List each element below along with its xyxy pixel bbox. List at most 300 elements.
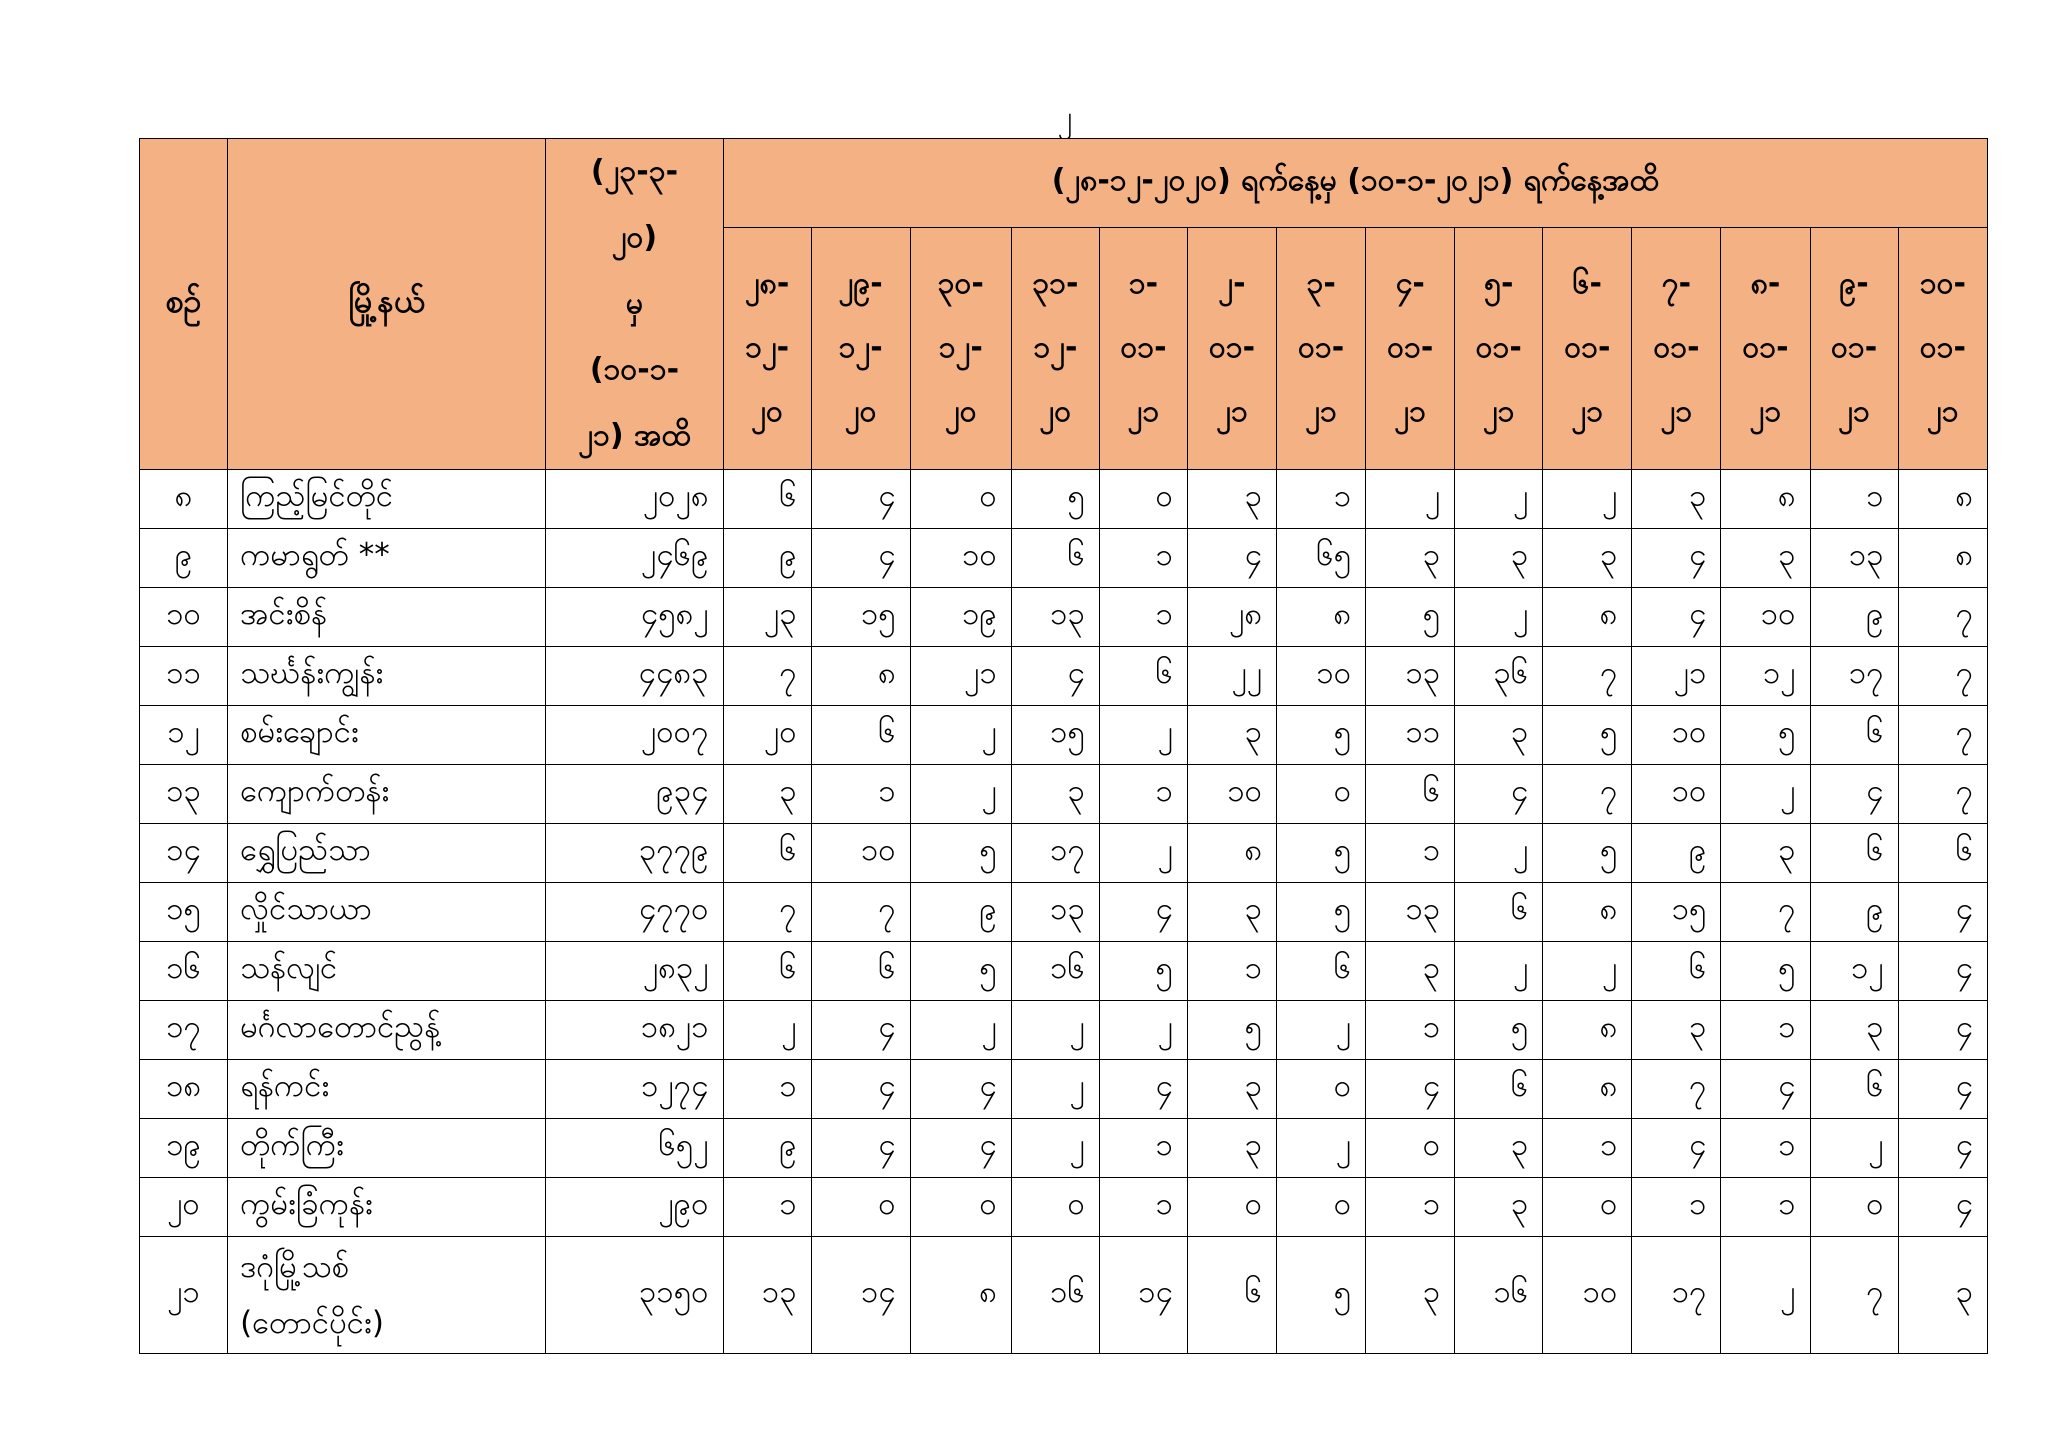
daily-value-cell: ၁၃ — [1011, 588, 1099, 647]
total-header-line: မှ — [625, 286, 644, 321]
daily-value-cell: ၇ — [1721, 883, 1810, 942]
date-part: ၀၁- — [1653, 330, 1700, 366]
table-row — [140, 1237, 1988, 1354]
date-part: ၂၁ — [1482, 394, 1515, 430]
total-header-line: (၁၀-၁- — [589, 352, 680, 387]
township-cell: သင်္ဃန်းကျွန်း — [228, 647, 546, 706]
serial-cell: ၂၁ — [140, 1237, 228, 1354]
daily-value-cell: ၅ — [1011, 470, 1099, 529]
daily-value-cell: ၄ — [811, 1119, 910, 1178]
total-cell: ၄၄၈၃ — [546, 647, 723, 706]
daily-value-cell: ၆ — [1455, 883, 1543, 942]
serial-cell: ၁၄ — [140, 824, 228, 883]
serial-cell: ၁၅ — [140, 883, 228, 942]
date-part: ၂၁ — [1216, 394, 1248, 430]
daily-value-cell: ၅ — [1277, 824, 1366, 883]
daily-value-cell: ၄ — [1898, 1119, 1987, 1178]
daily-value-cell: ၃ — [1721, 824, 1810, 883]
daily-value-cell: ၁ — [1366, 824, 1455, 883]
daily-value-cell: ၆ — [1810, 824, 1898, 883]
date-part: ၂၁ — [1127, 394, 1160, 430]
total-cell: ၃၇၇၉ — [546, 824, 723, 883]
total-cell: ၄၅၈၂ — [546, 588, 723, 647]
table-row — [140, 706, 1988, 765]
date-header-cell — [811, 227, 910, 469]
date-part: ၂- — [1218, 266, 1246, 302]
daily-value-cell: ၉ — [1632, 824, 1721, 883]
table-header — [140, 139, 1988, 470]
table-row — [140, 529, 1988, 588]
daily-value-cell: ၁ — [723, 1060, 811, 1119]
daily-value-cell: ၁ — [1366, 1001, 1455, 1060]
date-part: ၅- — [1484, 266, 1514, 302]
daily-value-cell: ၃ — [1366, 1237, 1455, 1354]
daily-value-cell: ၂ — [1455, 470, 1543, 529]
daily-value-cell: ၉ — [910, 883, 1011, 942]
daily-value-cell: ၁၅ — [811, 588, 910, 647]
daily-value-cell: ၄ — [1366, 1060, 1455, 1119]
total-cell: ၂၀၂၈ — [546, 470, 723, 529]
daily-value-cell: ၂ — [1455, 588, 1543, 647]
serial-cell: ၁၃ — [140, 765, 228, 824]
daily-value-cell: ၁၃ — [1366, 647, 1455, 706]
daily-value-cell: ၄ — [811, 470, 910, 529]
township-cell: သန်လျင် — [228, 942, 546, 1001]
daily-value-cell: ၃ — [1455, 1119, 1543, 1178]
township-name-suffix: (တောင်ပိုင်း) — [240, 1305, 384, 1341]
total-header — [546, 139, 723, 470]
daily-value-cell: ၁၃ — [1366, 883, 1455, 942]
daily-value-cell: ၄ — [1455, 765, 1543, 824]
date-part: ၀၁- — [1387, 330, 1434, 366]
date-part: ၀၁- — [1298, 330, 1345, 366]
daily-value-cell: ၇ — [723, 883, 811, 942]
daily-value-cell: ၇ — [1898, 588, 1987, 647]
daily-value-cell: ၁ — [1099, 1119, 1187, 1178]
daily-value-cell: ၇ — [1632, 1060, 1721, 1119]
daily-value-cell: ၂ — [1455, 942, 1543, 1001]
daily-value-cell: ၈ — [1898, 470, 1987, 529]
date-header-cell — [1277, 227, 1366, 469]
daily-value-cell: ၃ — [1187, 706, 1276, 765]
daily-value-cell: ၂ — [910, 1001, 1011, 1060]
daily-value-cell: ၁၃ — [723, 1237, 811, 1354]
daily-value-cell: ၂၃ — [723, 588, 811, 647]
daily-value-cell: ၇ — [1898, 647, 1987, 706]
serial-cell: ၂၀ — [140, 1178, 228, 1237]
serial-cell: ၉ — [140, 529, 228, 588]
date-part: ၂၀ — [1039, 394, 1072, 430]
date-part: ၀၁- — [1475, 330, 1522, 366]
table-row — [140, 942, 1988, 1001]
daily-value-cell: ၁၇ — [1011, 824, 1099, 883]
daily-value-cell: ၄ — [1099, 1060, 1187, 1119]
date-part: ၂၈- — [744, 266, 790, 302]
daily-value-cell: ၈ — [1277, 588, 1366, 647]
serial-cell: ၁၆ — [140, 942, 228, 1001]
date-part: ၂၀ — [751, 394, 783, 430]
daily-value-cell: ၄ — [811, 1060, 910, 1119]
date-part: ၁၂- — [938, 330, 983, 366]
township-cell: လှိုင်သာယာ — [228, 883, 546, 942]
daily-value-cell: ၃ — [1187, 883, 1276, 942]
date-part: ၀၁- — [1742, 330, 1789, 366]
total-cell: ၃၁၅၀ — [546, 1237, 723, 1354]
daily-value-cell: ၆၅ — [1277, 529, 1366, 588]
total-cell: ၁၈၂၁ — [546, 1001, 723, 1060]
date-part: ၆- — [1572, 266, 1602, 302]
daily-value-cell: ၂ — [1455, 824, 1543, 883]
daily-value-cell: ၆ — [1810, 1060, 1898, 1119]
daily-value-cell: ၂၈ — [1187, 588, 1276, 647]
daily-value-cell: ၀ — [811, 1178, 910, 1237]
daily-value-cell: ၅ — [1455, 1001, 1543, 1060]
date-part: ၃- — [1306, 266, 1336, 302]
daily-value-cell: ၁၃ — [1011, 883, 1099, 942]
daily-value-cell: ၃ — [1632, 1001, 1721, 1060]
daily-value-cell: ၄ — [811, 1001, 910, 1060]
daily-value-cell: ၅ — [1277, 1237, 1366, 1354]
serial-cell: ၁၈ — [140, 1060, 228, 1119]
daily-value-cell: ၄ — [1187, 529, 1276, 588]
serial-header: စဉ် — [140, 139, 228, 470]
daily-value-cell: ၆ — [1099, 647, 1187, 706]
daily-value-cell: ၁၀ — [1277, 647, 1366, 706]
daily-value-cell: ၁၀ — [910, 529, 1011, 588]
daily-value-cell: ၁၀ — [1187, 765, 1276, 824]
table-body — [140, 470, 1988, 1354]
cases-table — [139, 138, 1988, 1354]
date-header-cell — [1721, 227, 1810, 469]
date-part: ၀၁- — [1919, 330, 1966, 366]
date-header-cell — [723, 227, 811, 469]
township-cell: ရန်ကင်း — [228, 1060, 546, 1119]
daily-value-cell: ၉ — [723, 529, 811, 588]
daily-value-cell: ၁ — [1099, 1178, 1187, 1237]
date-part: ၂၁ — [1305, 394, 1337, 430]
daily-value-cell: ၁၀ — [811, 824, 910, 883]
daily-value-cell: ၄ — [1898, 1178, 1987, 1237]
date-part: ၁- — [1128, 266, 1159, 302]
daily-value-cell: ၃ — [1455, 1178, 1543, 1237]
daily-value-cell: ၅ — [1277, 706, 1366, 765]
date-part: ၄- — [1395, 266, 1425, 302]
daily-value-cell: ၂ — [1011, 1119, 1099, 1178]
daily-value-cell: ၅ — [1366, 588, 1455, 647]
daily-value-cell: ၁၇ — [1810, 647, 1898, 706]
daily-value-cell: ၀ — [1277, 1060, 1366, 1119]
daily-value-cell: ၂ — [910, 765, 1011, 824]
date-part: ၁၂- — [745, 330, 790, 366]
daily-value-cell: ၇ — [1543, 765, 1632, 824]
daily-value-cell: ၁၀ — [1543, 1237, 1632, 1354]
daily-value-cell: ၁ — [723, 1178, 811, 1237]
date-part: ၁၂- — [838, 330, 883, 366]
daily-value-cell: ၂ — [1366, 470, 1455, 529]
table-row — [140, 647, 1988, 706]
daily-value-cell: ၄ — [1898, 1060, 1987, 1119]
daily-value-cell: ၃ — [1366, 529, 1455, 588]
daily-value-cell: ၈ — [1187, 824, 1276, 883]
daily-value-cell: ၁ — [1721, 1001, 1810, 1060]
daily-value-cell: ၃ — [1543, 529, 1632, 588]
daily-value-cell: ၆ — [723, 942, 811, 1001]
total-header-line: ၂၁) အထိ — [578, 418, 691, 453]
date-part: ၁၂- — [1033, 330, 1078, 366]
daily-value-cell: ၃ — [1011, 765, 1099, 824]
daily-value-cell: ၆ — [723, 824, 811, 883]
daily-value-cell: ၁ — [1099, 588, 1187, 647]
date-header-cell — [1632, 227, 1721, 469]
daily-value-cell: ၀ — [1277, 1178, 1366, 1237]
date-header-cell — [1810, 227, 1898, 469]
daily-value-cell: ၁ — [811, 765, 910, 824]
daily-value-cell: ၄ — [1721, 1060, 1810, 1119]
daily-value-cell: ၉ — [723, 1119, 811, 1178]
daily-value-cell: ၁၂ — [1721, 647, 1810, 706]
daily-value-cell: ၁၆ — [1011, 1237, 1099, 1354]
daily-value-cell: ၂၁ — [1632, 647, 1721, 706]
daily-value-cell: ၁၅ — [1011, 706, 1099, 765]
table-row — [140, 1178, 1988, 1237]
daily-value-cell: ၁၀ — [1632, 765, 1721, 824]
page-number: ၂ — [1057, 100, 1073, 135]
total-cell: ၂၈၃၂ — [546, 942, 723, 1001]
table-row — [140, 765, 1988, 824]
daily-value-cell: ၅ — [1277, 883, 1366, 942]
daily-value-cell: ၆ — [811, 706, 910, 765]
daily-value-cell: ၁၀ — [1721, 588, 1810, 647]
daily-value-cell: ၄ — [910, 1060, 1011, 1119]
daily-value-cell: ၈ — [1898, 529, 1987, 588]
date-part: ၀၁- — [1564, 330, 1611, 366]
daily-value-cell: ၅ — [1099, 942, 1187, 1001]
daily-value-cell: ၃ — [1366, 942, 1455, 1001]
township-header: မြို့နယ် — [228, 139, 546, 470]
daily-value-cell: ၈ — [1543, 588, 1632, 647]
daily-value-cell: ၆ — [723, 470, 811, 529]
daily-value-cell: ၂ — [1099, 1001, 1187, 1060]
date-part: ၀၁- — [1830, 330, 1878, 366]
daily-value-cell: ၂ — [1099, 824, 1187, 883]
total-cell: ၂၉၀ — [546, 1178, 723, 1237]
daily-value-cell: ၂ — [1810, 1119, 1898, 1178]
daily-value-cell: ၅ — [910, 942, 1011, 1001]
daily-value-cell: ၇ — [1543, 647, 1632, 706]
total-header-line: ၂၀) — [611, 220, 658, 255]
daily-value-cell: ၄ — [1898, 883, 1987, 942]
date-part: ၂၁ — [1926, 394, 1959, 430]
daily-value-cell: ၀ — [1810, 1178, 1898, 1237]
total-cell: ၂၄၆၉ — [546, 529, 723, 588]
daily-value-cell: ၄ — [1011, 647, 1099, 706]
date-part: ၂၁ — [1660, 394, 1693, 430]
daily-value-cell: ၆ — [1898, 824, 1987, 883]
date-part: ၁၀- — [1919, 266, 1966, 302]
daily-value-cell: ၀ — [910, 1178, 1011, 1237]
daily-value-cell: ၂ — [1099, 706, 1187, 765]
daily-value-cell: ၇ — [1898, 765, 1987, 824]
daily-value-cell: ၃ — [1721, 529, 1810, 588]
daily-value-cell: ၄ — [1898, 1001, 1987, 1060]
table-row — [140, 1060, 1988, 1119]
daily-value-cell: ၁၄ — [1099, 1237, 1187, 1354]
daily-value-cell: ၁ — [1721, 1119, 1810, 1178]
date-part: ၂၁ — [1749, 394, 1782, 430]
total-cell: ၉၃၄ — [546, 765, 723, 824]
date-header-cell — [1366, 227, 1455, 469]
date-header-cell — [1898, 227, 1987, 469]
total-cell: ၂၀၀၇ — [546, 706, 723, 765]
township-cell: ရွှေပြည်သာ — [228, 824, 546, 883]
daily-value-cell: ၇ — [1898, 706, 1987, 765]
daily-value-cell: ၇ — [723, 647, 811, 706]
date-header-cell — [1011, 227, 1099, 469]
daily-value-cell: ၆ — [1011, 529, 1099, 588]
date-part: ၂၉- — [838, 266, 883, 302]
daily-value-cell: ၃ — [723, 765, 811, 824]
township-cell: မင်္ဂလာတောင်ညွန့် — [228, 1001, 546, 1060]
daily-value-cell: ၂၁ — [910, 647, 1011, 706]
daily-value-cell: ၀ — [1543, 1178, 1632, 1237]
daily-value-cell: ၆ — [1187, 1237, 1276, 1354]
serial-cell: ၁၇ — [140, 1001, 228, 1060]
date-part: ၂၁ — [1838, 394, 1870, 430]
daily-value-cell: ၇ — [811, 883, 910, 942]
daily-value-cell: ၂ — [1011, 1001, 1099, 1060]
township-cell: ကမာရွတ် ** — [228, 529, 546, 588]
date-header-cell — [1187, 227, 1276, 469]
total-cell: ၄၇၇၀ — [546, 883, 723, 942]
daily-value-cell: ၄ — [1898, 942, 1987, 1001]
daily-value-cell: ၁ — [1187, 942, 1276, 1001]
daily-value-cell: ၇ — [1810, 1237, 1898, 1354]
township-cell — [228, 1237, 546, 1354]
date-part: ၂၀ — [944, 394, 977, 430]
daily-value-cell: ၂ — [1277, 1001, 1366, 1060]
daily-value-cell: ၂ — [1543, 470, 1632, 529]
date-header-cell — [1099, 227, 1187, 469]
daily-value-cell: ၃ — [1898, 1237, 1987, 1354]
table-row — [140, 1119, 1988, 1178]
table-row — [140, 470, 1988, 529]
date-part: ၂၀ — [844, 394, 877, 430]
daily-value-cell: ၅ — [1187, 1001, 1276, 1060]
daily-value-cell: ၉ — [1810, 588, 1898, 647]
date-part: ၉- — [1839, 266, 1869, 302]
daily-value-cell: ၈ — [1543, 883, 1632, 942]
date-header-cell — [1455, 227, 1543, 469]
daily-value-cell: ၅ — [1721, 942, 1810, 1001]
serial-cell: ၁၁ — [140, 647, 228, 706]
daily-value-cell: ၄ — [1099, 883, 1187, 942]
date-header-cell — [910, 227, 1011, 469]
date-part: ၃၁- — [1032, 266, 1079, 302]
daily-value-cell: ၅ — [910, 824, 1011, 883]
daily-value-cell: ၂၂ — [1187, 647, 1276, 706]
total-cell: ၁၂၇၄ — [546, 1060, 723, 1119]
daily-value-cell: ၁၁ — [1366, 706, 1455, 765]
total-header-line: (၂၃-၃- — [590, 154, 679, 189]
daily-value-cell: ၃ — [1187, 470, 1276, 529]
daily-value-cell: ၁၆ — [1455, 1237, 1543, 1354]
serial-cell: ၈ — [140, 470, 228, 529]
date-part: ၀၁- — [1208, 330, 1256, 366]
daily-value-cell: ၃ — [1455, 529, 1543, 588]
daily-value-cell: ၁၇ — [1632, 1237, 1721, 1354]
daily-value-cell: ၃ — [1632, 470, 1721, 529]
daily-value-cell: ၁ — [1721, 1178, 1810, 1237]
date-part: ၈- — [1750, 266, 1781, 302]
daily-value-cell: ၅ — [1543, 706, 1632, 765]
daily-value-cell: ၀ — [1099, 470, 1187, 529]
serial-cell: ၁၀ — [140, 588, 228, 647]
daily-value-cell: ၃ — [1455, 706, 1543, 765]
daily-value-cell: ၁ — [1099, 765, 1187, 824]
daily-value-cell: ၀ — [1277, 765, 1366, 824]
daily-value-cell: ၁၉ — [910, 588, 1011, 647]
daily-value-cell: ၂ — [910, 706, 1011, 765]
serial-cell: ၁၂ — [140, 706, 228, 765]
date-part: ၃၀- — [937, 266, 984, 302]
date-range-header: (၂၈-၁၂-၂၀၂၀) ရက်နေ့မှ (၁၀-၁-၂၀၂၁) ရက်နေ့အထိ — [723, 139, 1987, 228]
township-cell: အင်းစိန် — [228, 588, 546, 647]
daily-value-cell: ၁ — [1632, 1178, 1721, 1237]
table-row — [140, 883, 1988, 942]
table-row — [140, 588, 1988, 647]
daily-value-cell: ၆ — [1810, 706, 1898, 765]
daily-value-cell: ၁၅ — [1632, 883, 1721, 942]
daily-value-cell: ၄ — [1810, 765, 1898, 824]
serial-cell: ၁၉ — [140, 1119, 228, 1178]
daily-value-cell: ၁ — [1366, 1178, 1455, 1237]
table-row — [140, 1001, 1988, 1060]
date-part: ၀၁- — [1120, 330, 1167, 366]
date-part: ၂၁ — [1394, 394, 1426, 430]
daily-value-cell: ၁ — [1099, 529, 1187, 588]
daily-value-cell: ၀ — [910, 470, 1011, 529]
township-cell: ကွမ်းခြံကုန်း — [228, 1178, 546, 1237]
daily-value-cell: ၆ — [811, 942, 910, 1001]
daily-value-cell: ၁၀ — [1632, 706, 1721, 765]
daily-value-cell: ၁ — [1277, 470, 1366, 529]
daily-value-cell: ၁၄ — [811, 1237, 910, 1354]
daily-value-cell: ၂ — [1011, 1060, 1099, 1119]
daily-value-cell: ၅ — [1543, 824, 1632, 883]
daily-value-cell: ၁ — [1810, 470, 1898, 529]
daily-value-cell: ၆ — [1366, 765, 1455, 824]
daily-value-cell: ၁ — [1543, 1119, 1632, 1178]
daily-value-cell: ၆ — [1632, 942, 1721, 1001]
daily-value-cell: ၂ — [1721, 1237, 1810, 1354]
daily-value-cell: ၅ — [1721, 706, 1810, 765]
daily-value-cell: ၄ — [1632, 529, 1721, 588]
daily-value-cell: ၄ — [910, 1119, 1011, 1178]
daily-value-cell: ၁၃ — [1810, 529, 1898, 588]
daily-value-cell: ၆ — [1277, 942, 1366, 1001]
total-cell: ၆၅၂ — [546, 1119, 723, 1178]
daily-value-cell: ၂၀ — [723, 706, 811, 765]
township-cell: ကျောက်တန်း — [228, 765, 546, 824]
daily-value-cell: ၀ — [1187, 1178, 1276, 1237]
daily-value-cell: ၄ — [811, 529, 910, 588]
township-cell: စမ်းချောင်း — [228, 706, 546, 765]
daily-value-cell: ၈ — [1543, 1001, 1632, 1060]
date-part: ၇- — [1661, 266, 1692, 302]
township-cell: ကြည့်မြင်တိုင် — [228, 470, 546, 529]
daily-value-cell: ၈ — [811, 647, 910, 706]
daily-value-cell: ၉ — [1810, 883, 1898, 942]
